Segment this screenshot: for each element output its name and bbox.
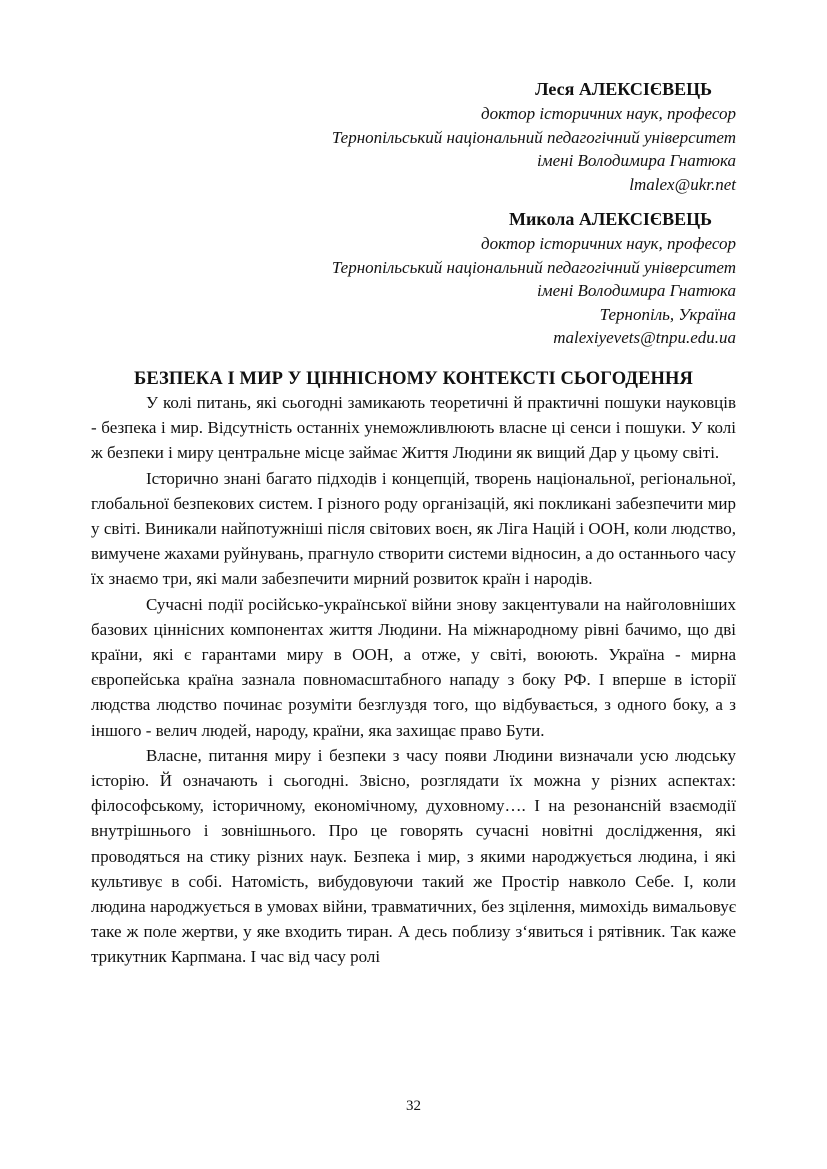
- page-number: 32: [406, 1098, 421, 1114]
- article-body: [91, 390, 736, 970]
- author-name: Микола АЛЕКСІЄВЕЦЬ: [508, 209, 712, 229]
- author-affiliation-name: імені Володимира Гнатюка: [537, 281, 736, 300]
- author-degree: доктор історичних наук, професор: [481, 104, 736, 123]
- author-affiliation: Тернопільський національний педагогічний університет: [331, 257, 736, 277]
- author-affiliation: Тернопільський національний педагогічний університет: [331, 127, 736, 147]
- author-1: [176, 76, 736, 196]
- article-title: БЕЗПЕКА І МИР У ЦІННІСНОМУ КОНТЕКСТІ СЬОГОДЕННЯ: [134, 369, 693, 389]
- author-2: [176, 206, 736, 350]
- author-email: lmalex@ukr.net: [629, 174, 736, 194]
- author-location: Тернопіль, Україна: [599, 304, 736, 324]
- author-affiliation-name: імені Володимира Гнатюка: [537, 151, 736, 170]
- author-email: malexiyevets@tnpu.edu.ua: [553, 328, 736, 347]
- paragraph: Історично знані багато підходів і концепцій, творень національної, регіональної, глобальної безпекових систем. І різного роду організацій, які покликані забезпечити мир у світі. Виникали найпотужніші після світових воєн, як Ліга Націй і ООН, коли людство, вимучене жахами руйнувань, прагнуло створити системи відносин, а до останнього часу їх знаємо три, які мали забезпечити мирний розвиток країн і народів.: [91, 468, 736, 589]
- paragraph: Сучасні події російсько-української війни знову закцентували на найголовніших базових ціннісних компонентах життя Людини. На міжнародному рівні бачимо, що дві країни, які є гарантами миру в ООН, а отже, у світі, воюють. Україна - мирна європейська країна зазнала повномасштабного нападу з боку РФ. І вперше в історії людства людство починає розуміти безглуздя того, що відбувається, з одного боку, а з іншого - велич людей, народу, країни, яка захищає право Бути.: [91, 594, 736, 740]
- author-degree: доктор історичних наук, професор: [481, 234, 736, 253]
- author-block: [176, 76, 736, 360]
- author-name: Леся АЛЕКСІЄВЕЦЬ: [535, 79, 712, 99]
- paragraph: У колі питань, які сьогодні замикають теоретичні й практичні пошуки науковців - безпека і мир. Відсутність останніх унеможливлюють власне ці сенси і пошуки. У колі ж безпеки і миру центральне місце займає Життя Людини як вищий Дар у цьому світі.: [91, 393, 736, 463]
- paragraph: Власне, питання миру і безпеки з часу появи Людини визначали усю людську історію. Й означають і сьогодні. Звісно, розглядати їх можна у різних аспектах: філософському, історичному, економічному, духовному…. І на резонансній взаємодії внутрішнього і зовнішнього. Про це говорять сучасні новітні дослідження, які проводяться на стику різних наук. Безпека і мир, з якими народжується людина, і які культивує в собі. Натомість, вибудовуючи такий же Простір навколо Себе. І, коли людина народжується в умовах війни, травматичних, без зцілення, мимохідь вимальовує таке ж поле жертви, у яке входить тиран. А десь поблизу з‘явиться і рятівник. Так каже трикутник Карпмана. І час від часу ролі: [91, 745, 736, 967]
